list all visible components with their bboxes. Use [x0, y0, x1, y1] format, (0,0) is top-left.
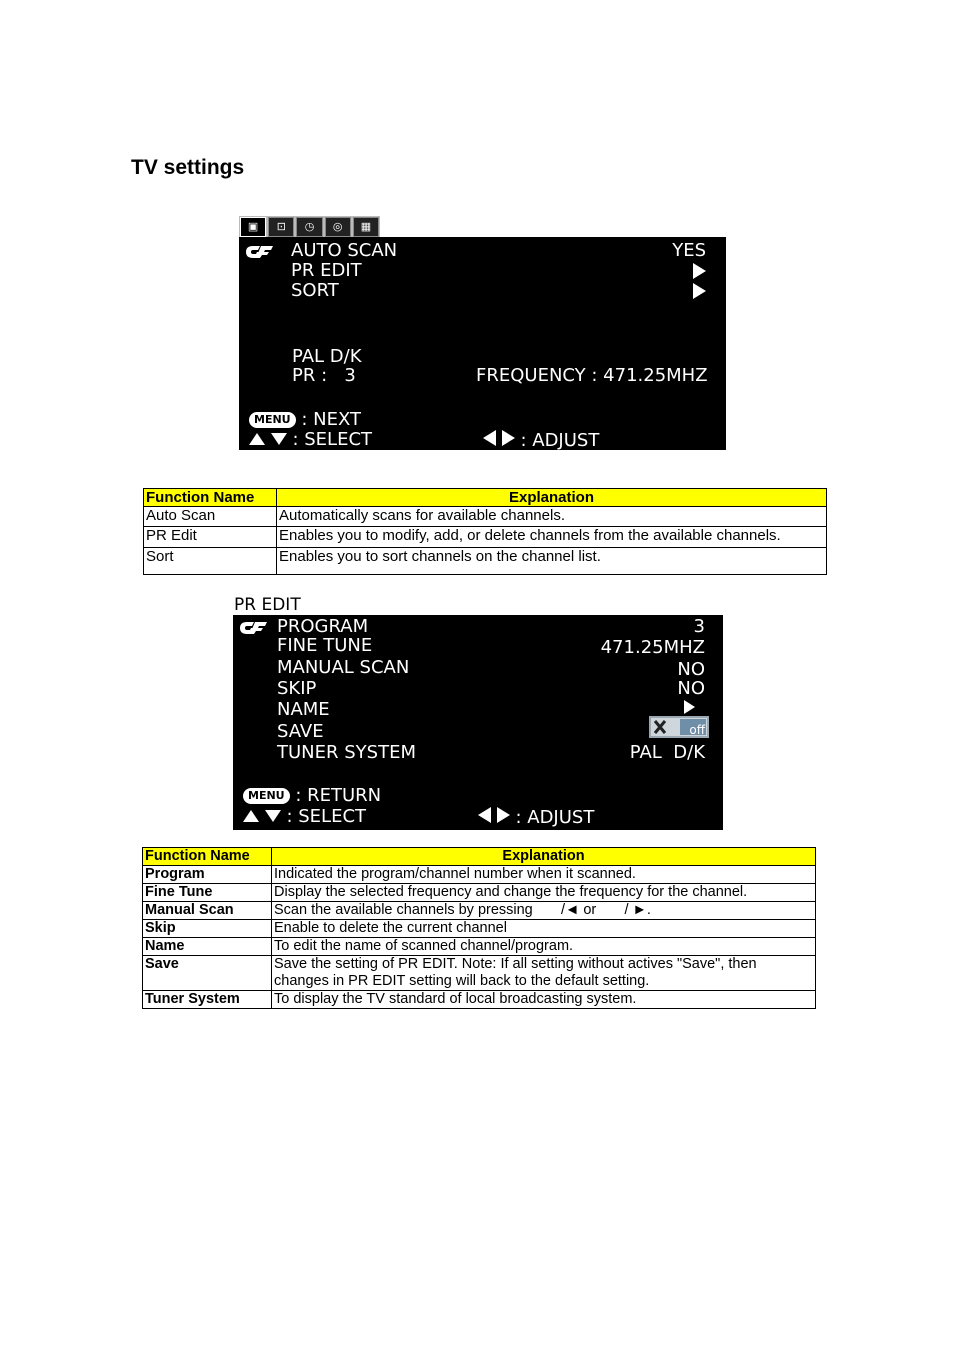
adjust-hint-text: : ADJUST — [515, 807, 595, 828]
tv-icon: ▣ — [240, 217, 266, 237]
film-icon: ▦ — [353, 217, 379, 237]
pr-edit-function-table — [142, 847, 816, 1009]
table-header-row — [143, 848, 816, 866]
adjust-hint — [483, 430, 599, 451]
right-arrow-icon — [502, 430, 515, 446]
table-row — [144, 507, 827, 527]
table-row — [143, 866, 816, 884]
skip-value: NO — [677, 678, 705, 699]
table-row — [144, 527, 827, 548]
left-arrow-icon — [483, 430, 496, 446]
table-row — [143, 956, 816, 991]
select-hint-text: : SELECT — [286, 806, 367, 827]
header-explanation: Explanation — [277, 489, 827, 507]
explanation-cell: Automatically scans for available channels. — [277, 507, 827, 527]
tv-system-text: PAL D/K — [292, 346, 362, 367]
frequency-text: FREQUENCY : 471.25MHZ — [476, 365, 708, 386]
explanation-cell: Enable to delete the current channel — [272, 920, 816, 938]
function-name-cell: Save — [143, 956, 272, 991]
down-arrow-icon — [271, 433, 287, 445]
adjust-hint-text: : ADJUST — [520, 430, 600, 451]
explanation-cell: Indicated the program/channel number when it scanned. — [272, 866, 816, 884]
pr-edit-title: PR EDIT — [234, 595, 301, 615]
tv-menu-screen — [239, 237, 726, 450]
function-name-cell: Sort — [144, 548, 277, 575]
pr-edit-arrow-icon — [693, 263, 706, 284]
save-off-text: off — [689, 723, 705, 737]
tuner-system-label[interactable]: TUNER SYSTEM — [277, 742, 416, 763]
adjust-hint — [478, 807, 594, 828]
explanation-cell: Scan the available channels by pressing /◄ or / ►. — [272, 902, 816, 920]
auto-scan-value: YES — [672, 240, 706, 261]
pr-number-text: PR : 3 — [292, 365, 356, 386]
satellite-icon: ◎ — [325, 217, 351, 237]
save-label[interactable]: SAVE — [277, 721, 324, 742]
select-hint — [243, 807, 366, 827]
manual-scan-label[interactable]: MANUAL SCAN — [277, 657, 410, 678]
table-row — [143, 938, 816, 956]
menu-icon-strip — [239, 216, 380, 238]
name-label[interactable]: NAME — [277, 699, 330, 720]
explanation-cell: To edit the name of scanned channel/program. — [272, 938, 816, 956]
tuner-system-value: PAL D/K — [629, 742, 705, 763]
function-name-cell: Skip — [143, 920, 272, 938]
skip-label[interactable]: SKIP — [277, 678, 317, 699]
left-arrow-icon — [478, 807, 491, 823]
manual-scan-value: NO — [677, 659, 705, 680]
explanation-cell: Enables you to sort channels on the channel list. — [277, 548, 827, 575]
explanation-cell: Enables you to modify, add, or delete channels from the available channels. — [277, 527, 827, 548]
table-row — [143, 902, 816, 920]
page-title: TV settings — [131, 156, 245, 179]
menu-button-icon: MENU — [243, 788, 290, 804]
select-hint-text: : SELECT — [292, 429, 373, 450]
table-header-row — [144, 489, 827, 507]
pr-edit-label[interactable]: PR EDIT — [291, 260, 362, 281]
tv-menu-function-table — [143, 488, 827, 575]
select-hint — [249, 430, 372, 450]
table-row — [143, 920, 816, 938]
save-toggle[interactable] — [649, 716, 709, 738]
function-name-cell: Auto Scan — [144, 507, 277, 527]
up-arrow-icon — [249, 433, 265, 445]
brand-logo-icon — [244, 244, 274, 260]
explanation-cell: Save the setting of PR EDIT. Note: If all setting without actives "Save", then changes in PR EDIT setting will back to the default setting. — [272, 956, 816, 991]
table-row — [143, 884, 816, 902]
function-name-cell: PR Edit — [144, 527, 277, 548]
auto-scan-label[interactable]: AUTO SCAN — [291, 240, 398, 261]
header-function-name: Function Name — [143, 848, 272, 866]
program-label[interactable]: PROGRAM — [277, 616, 369, 637]
function-name-cell: Name — [143, 938, 272, 956]
function-name-cell: Fine Tune — [143, 884, 272, 902]
table-row — [143, 991, 816, 1009]
right-arrow-icon — [497, 807, 510, 823]
explanation-cell: Display the selected frequency and change the frequency for the channel. — [272, 884, 816, 902]
lock-icon: ⊡ — [268, 217, 294, 237]
sort-label[interactable]: SORT — [291, 280, 339, 301]
brand-logo-icon — [238, 620, 268, 636]
next-hint-text: : NEXT — [301, 409, 361, 430]
function-name-cell: Program — [143, 866, 272, 884]
sort-arrow-icon — [693, 283, 706, 304]
menu-hint — [249, 410, 361, 430]
table-row — [144, 548, 827, 575]
header-function-name: Function Name — [144, 489, 277, 507]
return-hint-text: : RETURN — [295, 785, 382, 806]
program-value: 3 — [693, 616, 705, 637]
menu-button-icon: MENU — [249, 412, 296, 428]
fine-tune-label[interactable]: FINE TUNE — [277, 635, 373, 656]
down-arrow-icon — [265, 810, 281, 822]
pr-edit-screen — [233, 615, 723, 830]
explanation-cell: To display the TV standard of local broadcasting system. — [272, 991, 816, 1009]
menu-hint — [243, 786, 381, 806]
header-explanation: Explanation — [272, 848, 816, 866]
fine-tune-value: 471.25MHZ — [600, 637, 705, 658]
clock-icon: ◷ — [296, 217, 322, 237]
function-name-cell: Manual Scan — [143, 902, 272, 920]
function-name-cell: Tuner System — [143, 991, 272, 1009]
up-arrow-icon — [243, 810, 259, 822]
